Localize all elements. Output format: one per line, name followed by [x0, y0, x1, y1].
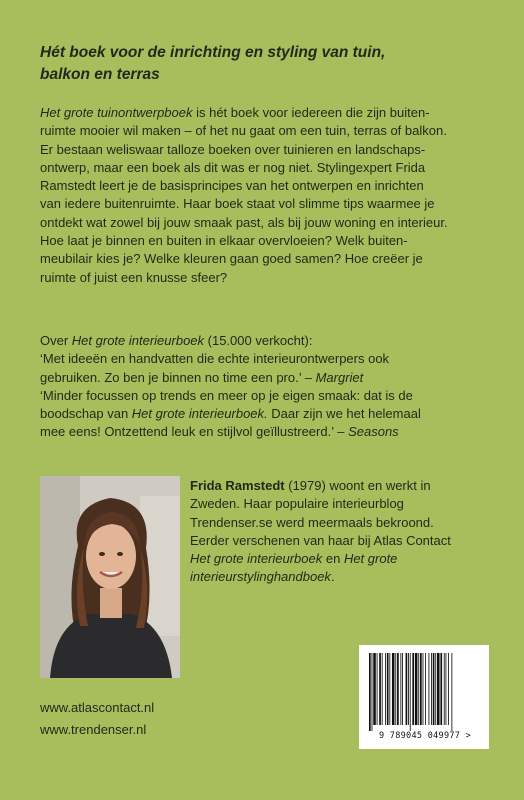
description-line: Ramstedt leert je de basisprincipes van het ontwerpen en inrichten — [40, 178, 424, 194]
bio-line: interieurstylinghandboek. — [190, 569, 335, 585]
barcode-bars — [367, 653, 481, 731]
quotes-intro: Over Het grote interieurboek (15.000 verkocht): — [40, 333, 313, 348]
author-url: www.trendenser.nl — [40, 722, 147, 737]
author-portrait-image — [40, 476, 180, 678]
description-line: van iedere buitenruimte. Haar boek staat vol slimme tips waarmee je — [40, 196, 435, 212]
description-line: ontdekt wat zowel bij jouw smaak past, als bij jouw woning en interieur. — [40, 214, 448, 230]
headline-line: Hét boek voor de inrichting en styling van tuin, — [40, 44, 386, 61]
publisher-url: www.atlascontact.nl — [40, 700, 155, 715]
quote-line: mee eens! Ontzettend leuk en stijlvol geïllustreerd.’ – Seasons — [40, 424, 399, 440]
bio-line: Frida Ramstedt (1979) woont en werkt in — [190, 478, 431, 493]
bio-line: Zweden. Haar populaire interieurblog — [190, 496, 404, 512]
headline — [40, 42, 490, 86]
quote-source: Margriet — [315, 369, 364, 385]
isbn-number: 9 789045 049977 > — [378, 731, 472, 741]
author-name: Frida Ramstedt — [190, 478, 285, 493]
description — [40, 104, 492, 287]
description-line: Hoe laat je binnen en buiten in elkaar overvloeien? Welk buiten- — [40, 233, 408, 249]
description-line: Er bestaan weliswaar talloze boeken over tuinieren en landschaps- — [40, 141, 426, 157]
quote-line: ‘Minder focussen op trends en meer op je eigen smaak: dat is de — [40, 387, 413, 403]
author-photo — [40, 476, 180, 678]
description-line: ontwerp, maar een boek als dit was er nog niet. Stylingexpert Frida — [40, 159, 426, 175]
press-quotes — [40, 332, 492, 442]
quote-line: boodschap van Het grote interieurboek. Daar zijn we het helemaal — [40, 406, 421, 422]
description-line: Het grote tuinontwerpboek is hét boek voor iedereen die zijn buiten- — [40, 105, 430, 120]
description-line: ruimte of juist een knusse sfeer? — [40, 269, 228, 285]
bio-line: Trendenser.se werd meermaals bekroond. — [190, 514, 434, 530]
author-bio — [190, 477, 490, 587]
quote-source: Seasons — [348, 424, 399, 440]
book-title: Het grote tuinontwerpboek — [40, 105, 193, 120]
isbn-barcode — [359, 645, 489, 749]
description-line: meubilair kies je? Welke kleuren gaan goed samen? Hoe creëer je — [40, 251, 423, 267]
bio-line: Het grote interieurboek en Het grote — [190, 551, 398, 567]
description-line: ruimte mooier wil maken – of het nu gaat om een tuin, terras of balkon. — [40, 123, 447, 139]
quote-line: ‘Met ideeën en handvatten die echte interieurontwerpers ook — [40, 351, 390, 367]
website-links — [40, 697, 240, 741]
headline-line: balkon en terras — [40, 66, 160, 83]
quote-line: gebruiken. Zo ben je binnen no time een pro.’ – Margriet — [40, 369, 364, 385]
bio-line: Eerder verschenen van haar bij Atlas Contact — [190, 532, 451, 548]
